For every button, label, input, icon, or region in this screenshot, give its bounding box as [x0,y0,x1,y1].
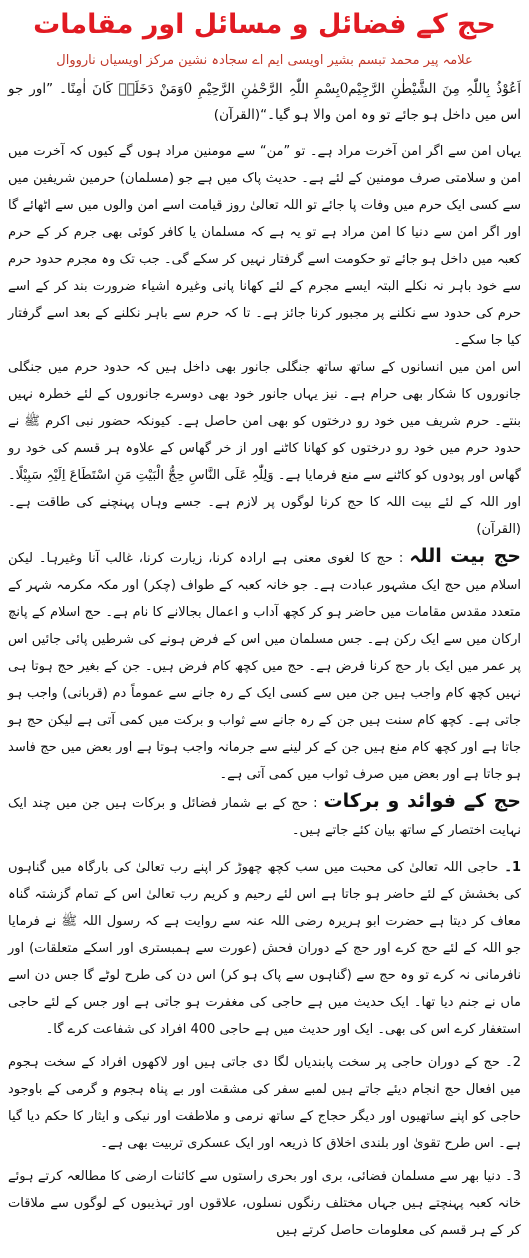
paragraph-benefits-intro [8,788,521,844]
list-item: 3۔ دنیا بھر سے مسلمان فضائی، بری اور بحری راستوں سے کائنات ارضی کا مطالعہ کرتے ہوئے خانہ کعبہ پہنچتے ہیں جہاں مختلف رنگوں نسلوں، علاقوں اور تہذیبوں کے لوگوں سے ملاقات کر کے ہر قسم کی معلومات حاصل کرتے ہیں [8,1169,521,1238]
author-byline: علامہ پیر محمد تبسم بشیر اویسی ایم اے سجادہ نشین مرکز اویسیاں نارووال [56,53,473,68]
paragraph-animals: اس امن میں انسانوں کے ساتھ ساتھ جنگلی جانور بھی داخل ہیں کہ حدود حرم میں جنگلی جانوروں کا شکار بھی حرام ہے۔ نیز یہاں جانور خود بھی دوسرے جانوروں کے لئے خطرہ نہیں بنتے۔ حرم شریف میں خود رو درختوں کو بھی امن حاصل ہے۔ کیونکہ حضور نبی اکرم ﷺ نے حدود حرم میں خود رو درختوں کو کھانا کاٹنے اور از خر گھاس کے علاوہ ہر قسم کی خود رو گھاس اور پودوں کو کاٹنے سے منع فرمایا ہے۔ وَلِلّٰہِ عَلَی النَّاسِ حِجُّ الْبَیْتِ مَنِ اسْتَطَاعَ اِلَیْہِ سَبِیْلًا۔ اور اللہ کے لئے بیت اللہ کا حج کرنا لوگوں پر لازم ہے۔ جسے وہاں پہنچنے کی طاقت ہے۔ (القرآن) [8,360,521,537]
list-item [8,854,521,1043]
hajj-definition-text: : حج کا لغوی معنی ہے ارادہ کرنا، زیارت کرنا، غالب آنا وغیرہا۔ لیکن اسلام میں حج ایک مشہور عبادت ہے۔ جو خانہ کعبہ کے طواف (چکر) اور مکہ مکرمہ شہر کے متعدد مقدس مقامات میں حاضر ہو کر کچھ آداب و اعمال بجالانے کا نام ہے۔ حج اسلام کے پانچ ارکان میں سے ایک رکن ہے۔ جس مسلمان میں اس کے فرض ہونے کی شرطیں پائی جائیں اس پر عمر میں ایک بار حج کرنا فرض ہے۔ حج میں کچھ کام فرض ہیں۔ جن کے بغیر حج ہوتا ہی نہیں کچھ کام واجب ہیں جن میں سے کسی ایک کے رہ جانے سے عموماً دم (قربانی) واجب ہو جاتی ہے۔ کچھ کام سنت ہیں جن کے رہ جانے سے ثواب و برکت میں کمی آتی ہے لیکن حج ہو جاتا ہے اور کچھ کام منع ہیں جن کے کر لینے سے جرمانہ واجب ہوتا ہے اور بعض میں حج فاسد ہو جاتا ہے اور بعض میں صرف ثواب میں کمی آتی ہے۔ [8,551,521,782]
paragraph-peace: یہاں امن سے اگر امن آخرت مراد ہے۔ تو ”من“ سے مومنین مراد ہوں گے کیوں کہ آخرت میں امن و سلامتی صرف مومنین کے لئے ہے۔ حدیث پاک میں ہے جو (مسلمان) حرمین شریفین میں سے کسی ایک حرم میں وفات پا جائے تو اللہ تعالیٰ روز قیامت اسے امن والوں میں سے اٹھائے گا اور اگر امن سے دنیا کا امن مراد ہے تو یہ ہے کہ مسلمان یا کافر کوئی بھی جرم کر کے حرم کعبہ میں داخل ہو جائے تو حکومت اسے گرفتار نہیں کر سکے گی۔ جب تک وہ مجرم حدود حرم سے خود باہر نہ نکلے البتہ ایسے مجرم کے لئے کھانا پانی وغیرہ اشیاء ضرورت بند کر کے اسے حرم کی حدود سے نکلنے پر مجبور کرنا جائز ہے۔ تا کہ حرم سے باہر نکلنے کے بعد اسے گرفتار کیا جا سکے۔ [8,144,521,348]
verse-arabic: اَعُوْذُ بِاللّٰہِ مِنَ الشَّیْطٰنِ الرَّجِیْم0بِسْمِ اللّٰہِ الرَّحْمٰنِ الرَّحِیْمِ 0وَمَنْ دَخَلَہٗ کَانَ اٰمِنًا۔ [59,81,521,97]
item-number: 1۔ [504,860,521,875]
heading-hajj-baitullah: حج بیت اللہ [409,545,521,567]
item-text: حاجی اللہ تعالیٰ کی محبت میں سب کچھ چھوڑ کر اپنے رب تعالیٰ کی بارگاہ میں گناہوں کی بخشش کے لئے حاضر ہو جاتا ہے اس لئے رحیم و کریم رب تعالیٰ اس کے تمام گزشتہ گناہ معاف کر دیتا ہے حضرت ابو ہریرہ رضی اللہ عنہ سے روایت ہے کہ رسول اللہ ﷺ نے فرمایا جو اللہ کے لئے حج کرے اور حج کے دوران فحش (عورت سے ہمبستری اور اسکے متعلقات) اور نافرمانی نہ کرے تو وہ حج سے (گناہوں سے پاک ہو کر) اس دن کی طرح لوٹے گا جس دن اسے ماں نے جنم دیا تھا۔ ایک حدیث میں ہے حاجی کی مغفرت ہو جاتی ہے اور جس کے لئے حاجی استغفار کرے اس کی بھی۔ ایک اور حدیث میں ہے حاجی 400 افراد کی شفاعت کرے گا۔ [8,860,521,1037]
benefits-intro-text: : حج کے بے شمار فضائل و برکات ہیں جن میں چند ایک نہایت اختصار کے ساتھ بیان کئے جاتے ہیں۔ [8,796,521,838]
verse-translation: ”اور جو اس میں داخل ہو جائے تو وہ امن والا ہو گیا۔“(القرآن) [8,81,521,123]
list-item: 2۔ حج کے دوران حاجی پر سخت پابندیاں لگا دی جاتی ہیں اور لاکھوں افراد کے سخت ہجوم میں افعال حج انجام دیئے جاتے ہیں لمبے سفر کی مشقت اور بے پناہ ہجوم و گرمی کے باوجود حاجی کو اپنے ساتھیوں اور دیگر حجاج کے ساتھ نرمی و ملاطفت اور نیکی و ایثار کا حکم دیا گیا ہے۔ اس طرح تقویٰ اور بلندی اخلاق کا ذریعہ اور ایک عسکری تربیت بھی ہے۔ [8,1055,521,1151]
paragraph-hajj-definition [8,543,521,788]
opening-verse [8,76,521,128]
article-title: حج کے فضائل و مسائل اور مقامات [33,9,496,40]
heading-hajj-benefits: حج کے فوائد و برکات [323,790,521,812]
